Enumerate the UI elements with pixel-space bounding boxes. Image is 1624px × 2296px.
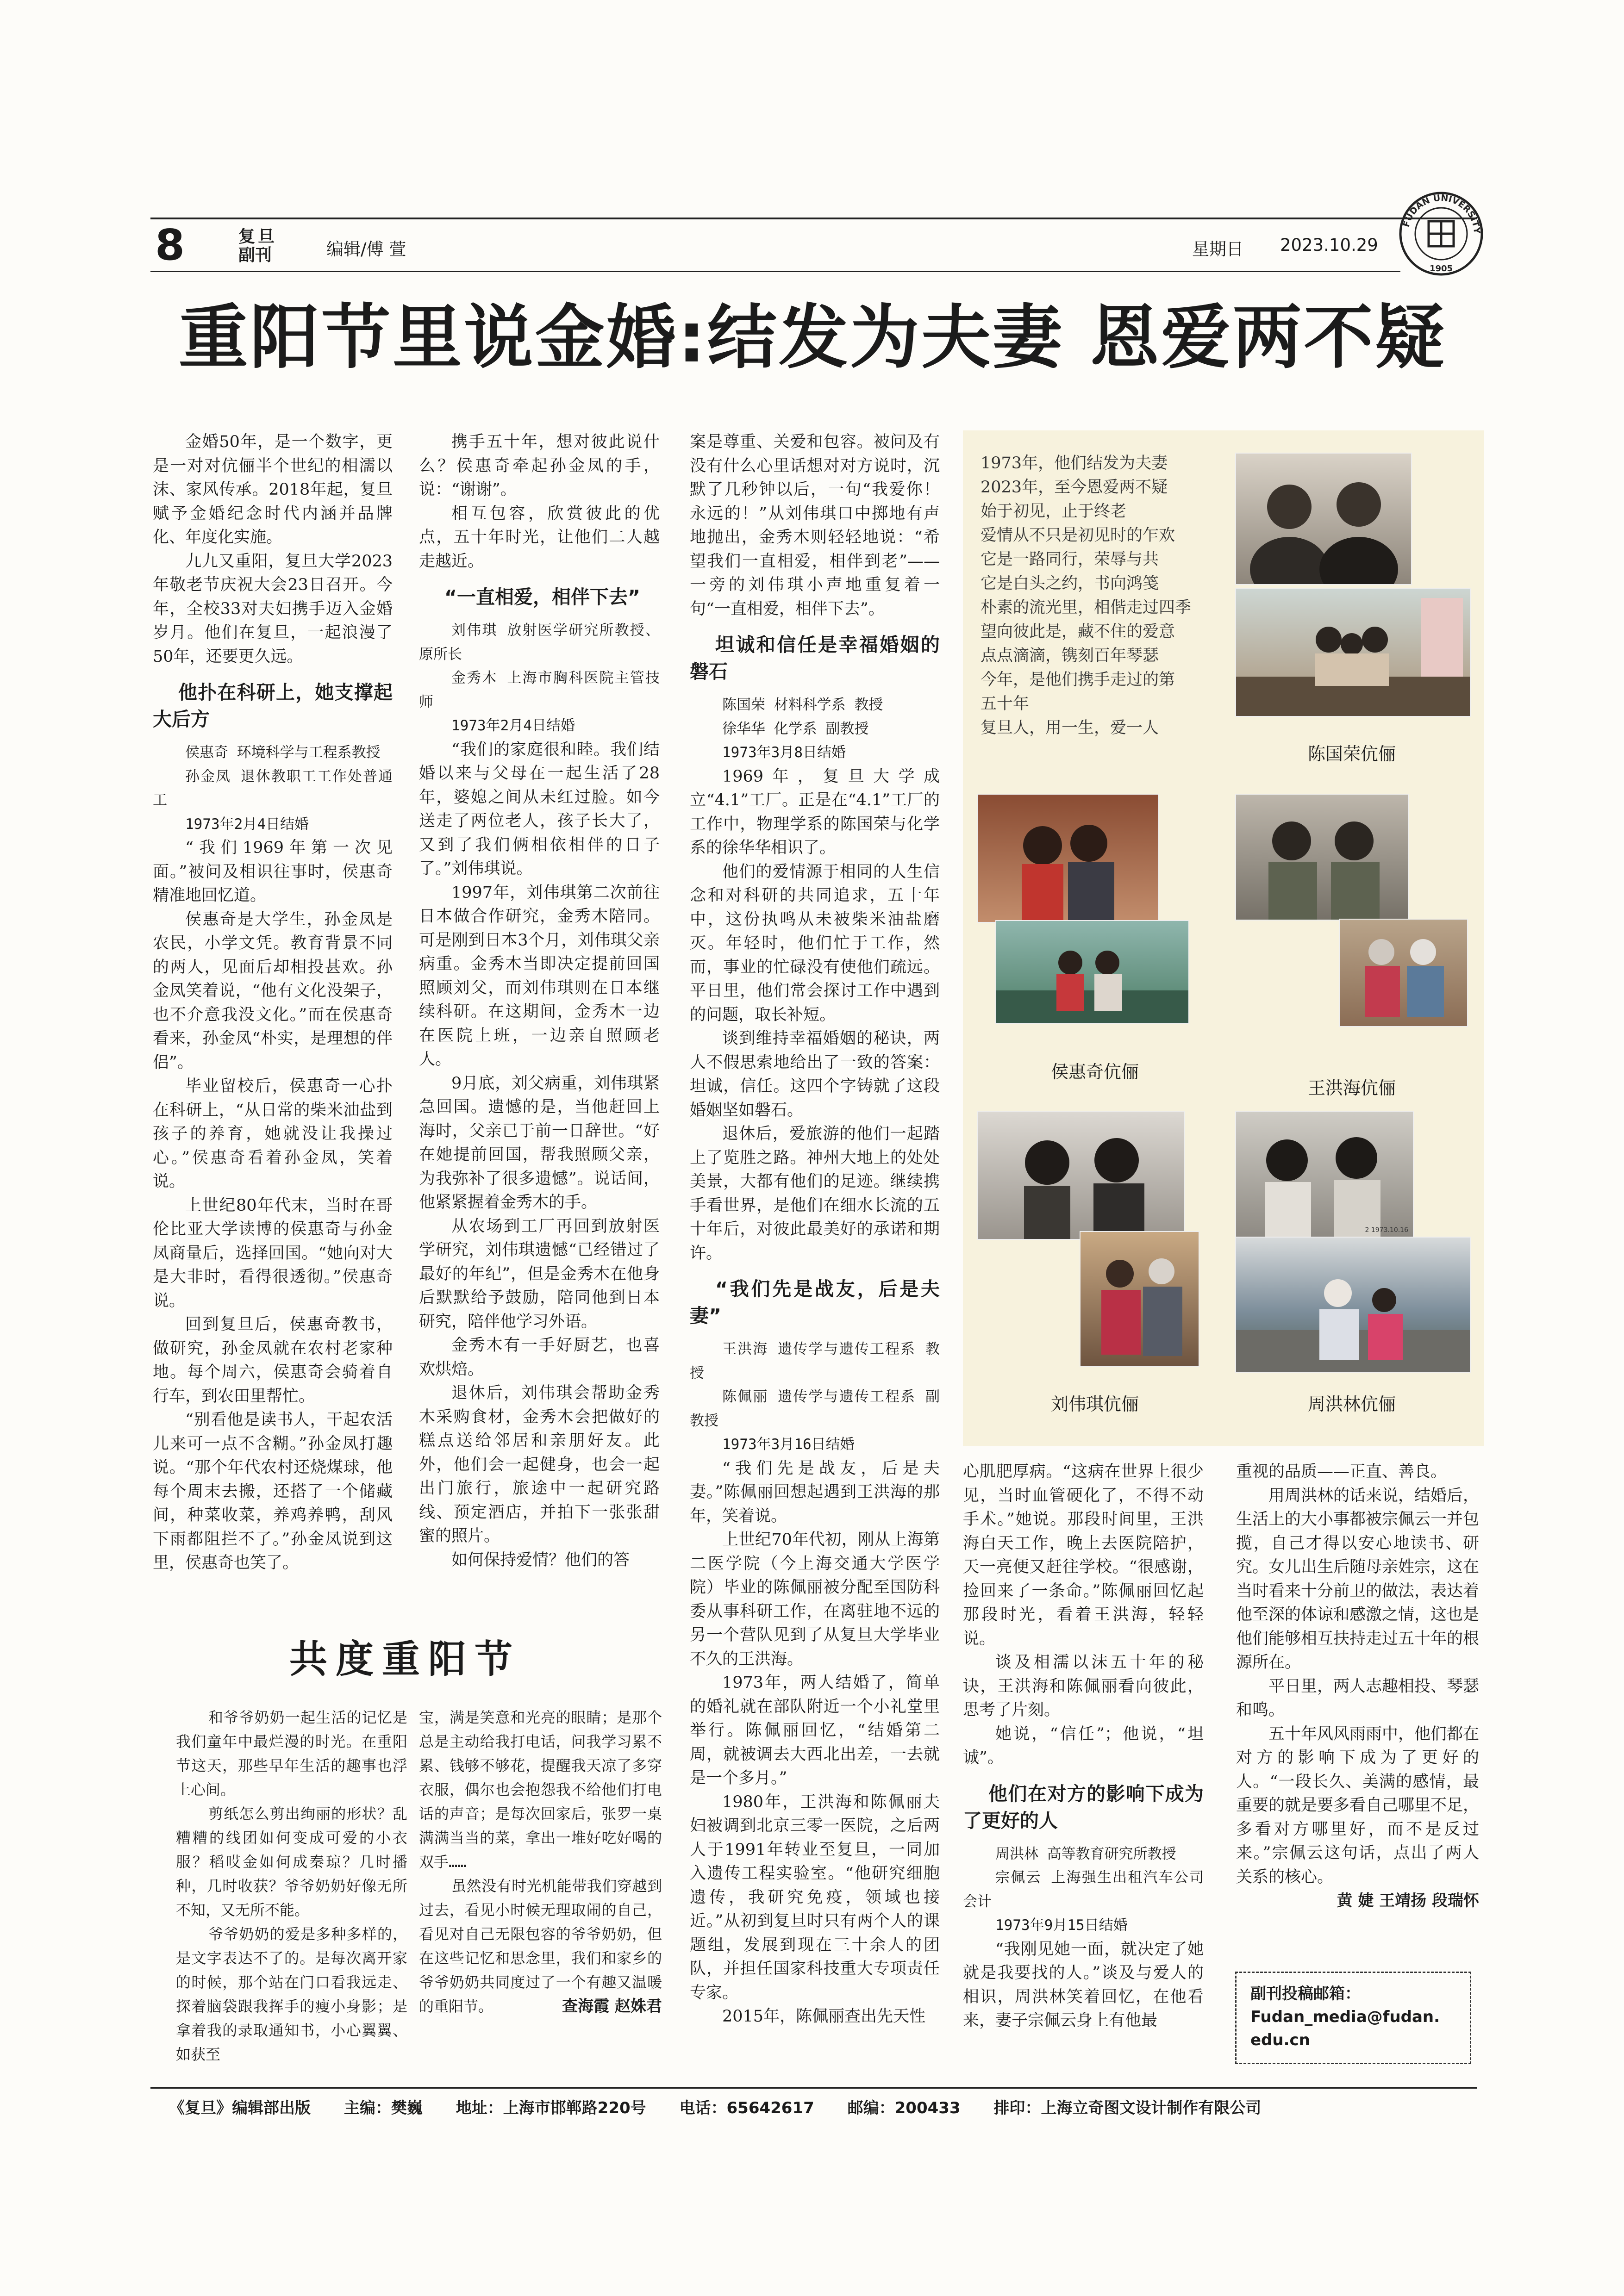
footer-address: 地址：上海市邯郸路220号 bbox=[456, 2099, 646, 2117]
paragraph: 侯惠奇是大学生，孙金凤是农民，小学文凭。教育背景不同的两人，见面后却相投甚欢。孙金凤笑着说，“他有文化没架子，也不介意我没文化。”而在侯惠奇看来，孙金凤“朴实，是理想的伴侣”。 bbox=[153, 910, 393, 1072]
paragraph: “我们先是战友，后是夫妻。”陈佩丽回想起遇到王洪海的那年，笑着说。 bbox=[690, 1459, 940, 1525]
footer-typesetting: 排印：上海立奇图文设计制作有限公司 bbox=[993, 2099, 1262, 2117]
byline: 孙金凤 退休教职工工作处普通工 bbox=[153, 768, 393, 809]
paragraph: 用周洪林的话来说，结婚后，生活上的大小事都被宗佩云一并包揽，自己才得以安心地读书、研究。女儿出生后随母亲姓宗，这在当时看来十分前卫的做法，表达着他至深的体谅和感激之情，这也是他们能够相互扶持走过五十年的根源所在。 bbox=[1236, 1486, 1480, 1672]
weekday: 星期日 bbox=[1192, 239, 1243, 259]
paragraph: 1969年，复旦大学成立“4.1”工厂。正是在“4.1”工厂的工作中，物理学系的陈国荣与化学系的徐华华相识了。 bbox=[690, 767, 940, 857]
paragraph: 携手五十年，想对彼此说什么？侯惠奇牵起孙金凤的手，说：“谢谢”。 bbox=[419, 433, 660, 499]
liu-couple-old-photo bbox=[977, 1111, 1185, 1240]
photo-caption: 周洪林伉俪 bbox=[1307, 1394, 1396, 1414]
paragraph: “我们的家庭很和睦。我们结婚以来与父母在一起生活了28年，婆媳之间从未红过脸。如今送走了两位老人，孩子长大了，又到了我们俩相依相伴的日子了。”刘伟琪说。 bbox=[419, 740, 660, 878]
wang-couple-old-photo bbox=[1235, 794, 1409, 921]
byline: 周洪林 高等教育研究所教授 bbox=[995, 1845, 1176, 1862]
submission-email[interactable]: Fudan_media@fudan. bbox=[1250, 2008, 1440, 2026]
poem-line: 它是白头之约，书向鸿笺 bbox=[981, 574, 1159, 593]
zhou-couple-old-photo bbox=[1235, 1111, 1414, 1238]
paragraph: 和爷爷奶奶一起生活的记忆是我们童年中最烂漫的时光。在重阳节这天，那些早年生活的趣事也浮上心间。 bbox=[176, 1709, 407, 1798]
poem-line: 爱情从不只是初见时的乍欢 bbox=[981, 526, 1175, 545]
masthead-top: 复旦 bbox=[238, 227, 278, 246]
paragraph: “我刚见她一面，就决定了她就是我要找的人。”谈及与爱人的相识，周洪林笑着回忆，在他看来，妻子宗佩云身上有他最 bbox=[963, 1940, 1204, 2030]
logo-ring-text: FUDAN UNIVERSITY bbox=[1401, 193, 1482, 234]
footer-rule bbox=[150, 2087, 1477, 2089]
article-column-1 bbox=[153, 430, 393, 1575]
paragraph: 如何保持爱情？他们的答 bbox=[451, 1550, 630, 1569]
paragraph: 重视的品质——正直、善良。 bbox=[1236, 1462, 1447, 1481]
byline: 金秀木 上海市胸科医院主管技师 bbox=[419, 670, 660, 710]
paragraph: 相互包容，欣赏彼此的优点，五十年时光，让他们二人越走越近。 bbox=[419, 504, 660, 571]
chen-couple-family-photo bbox=[1235, 588, 1471, 717]
zhou-couple-lake-photo bbox=[1235, 1237, 1471, 1373]
article-column-2 bbox=[419, 430, 660, 1572]
section-heading: “我们先是战友，后是夫妻” bbox=[690, 1278, 940, 1327]
paragraph: 金秀木有一手好厨艺，也喜欢烘焙。 bbox=[419, 1336, 660, 1379]
paragraph: 2015年，陈佩丽查出先天性 bbox=[722, 2007, 926, 2026]
paragraph: 1973年，两人结婚了，简单的婚礼就在部队附近一个小礼堂里举行。陈佩丽回忆，“结婚第二周，就被调去大西北出差，一去就是一个多月。” bbox=[690, 1674, 940, 1787]
paragraph: 毕业留校后，侯惠奇一心扑在科研上，“从日常的柴米油盐到孩子的养育，她就没让我操过心。”侯惠奇看着孙金凤，笑着说。 bbox=[153, 1077, 393, 1191]
liu-couple-recent-photo bbox=[1080, 1231, 1199, 1367]
wedding-date: 1973年2月4日结婚 bbox=[185, 815, 309, 833]
headline: 重阳节里说金婚:结发为夫妻 恩爱两不疑 bbox=[178, 298, 1447, 378]
section-heading: 他扑在科研上，她支撑起大后方 bbox=[153, 681, 393, 730]
wang-couple-recent-photo bbox=[1339, 919, 1468, 1027]
footer-chief-editor: 主编：樊巍 bbox=[344, 2099, 423, 2117]
article-column-4 bbox=[963, 1460, 1204, 2033]
commemorative-poem bbox=[981, 451, 1240, 740]
paragraph: “别看他是读书人，干起农活儿来可一点不含糊。”孙金凤打趣说。“那个年代农村还烧煤球，他每个周末去搬，还搭了一个储藏间，种菜收菜，养鸡养鸭，刮风下雨都阻拦不了。”孙金凤说到这里，侯惠奇也笑了。 bbox=[153, 1411, 393, 1572]
masthead bbox=[238, 228, 277, 265]
poem-line: 始于初见，止于终老 bbox=[981, 502, 1127, 521]
paragraph: “我们1969年第一次见面。”被问及相识往事时，侯惠奇精准地回忆道。 bbox=[153, 839, 393, 905]
poem-line: 它是一路同行，荣辱与共 bbox=[981, 550, 1159, 569]
wedding-date: 1973年3月16日结婚 bbox=[722, 1436, 855, 1453]
paragraph: 谈到维持幸福婚姻的秘诀，两人不假思索地给出了一致的答案：坦诚，信任。这四个字铸就了这段婚姻坚如磐石。 bbox=[690, 1029, 940, 1120]
paragraph: 退休后，爱旅游的他们一起踏上了览胜之路。神州大地上的处处美景，大都有他们的足迹。继续携手看世界，是他们在细水长流的五十年后，对彼此最美好的承诺和期许。 bbox=[690, 1125, 940, 1263]
byline: 陈佩丽 遗传学与遗传工程系 副教授 bbox=[690, 1388, 940, 1429]
poem-line: 复旦人，用一生，爱一人 bbox=[981, 719, 1159, 737]
paragraph: 上世纪70年代初，刚从上海第二医学院（今上海交通大学医学院）毕业的陈佩丽被分配至国防科委从事科研工作，在离驻地不远的另一个营队见到了从复旦大学毕业不久的王洪海。 bbox=[690, 1531, 940, 1668]
paragraph: 9月底，刘父病重，刘伟琪紧急回国。遗憾的是，当他赶回上海时，父亲已于前一日辞世。“好在她提前回国，帮我照顾父亲，为我弥补了很多遗憾”。说话间，他紧紧握着金秀木的手。 bbox=[419, 1074, 660, 1212]
article-column-5 bbox=[1236, 1460, 1479, 1913]
essay-column-2 bbox=[419, 1705, 662, 2018]
poem-line: 五十年 bbox=[981, 695, 1030, 713]
poem-line: 今年，是他们携手走过的第 bbox=[981, 671, 1175, 689]
photo-caption: 王洪海伉俪 bbox=[1307, 1078, 1396, 1098]
section-heading: 坦诚和信任是幸福婚姻的磐石 bbox=[690, 634, 940, 683]
wedding-date: 1973年3月8日结婚 bbox=[722, 744, 846, 761]
submission-label: 副刊投稿邮箱： bbox=[1250, 1985, 1361, 2003]
submission-email-suffix[interactable]: edu.cn bbox=[1250, 2031, 1310, 2049]
poem-line: 望向彼此是，藏不住的爱意 bbox=[981, 622, 1175, 641]
submission-box bbox=[1235, 1972, 1471, 2064]
article-column-3 bbox=[690, 430, 940, 2029]
poem-line: 2023年，至今恩爱两不疑 bbox=[981, 478, 1168, 497]
footer-postcode: 邮编：200433 bbox=[847, 2099, 961, 2117]
page-number: 8 bbox=[155, 220, 185, 270]
paragraph: 1997年，刘伟琪第二次前往日本做合作研究，金秀木陪同。可是刚到日本3个月，刘伟琪父亲病重。金秀木当即决定提前回国照顾刘父，而刘伟琪则在日本继续科研。在这期间，金秀木一边在医院上班，一边亲自照顾老人。 bbox=[419, 883, 660, 1069]
byline: 侯惠奇 环境科学与工程系教授 bbox=[185, 744, 381, 761]
footer bbox=[169, 2097, 1465, 2120]
photo-caption: 陈国荣伉俪 bbox=[1307, 744, 1396, 764]
paragraph: 九九又重阳，复旦大学2023年敬老节庆祝大会23日召开。今年，全校33对夫妇携手迈入金婚岁月。他们在复旦，一起浪漫了50年，还要更久远。 bbox=[153, 552, 393, 666]
paragraph: 五十年风风雨雨中，他们都在对方的影响下成为了更好的人。“一段长久、美满的感情，最重要的就是要多看自己哪里不足，多看对方哪里好，而不是反过来。”宗佩云这句话，点出了两人关系的核心。 bbox=[1236, 1724, 1480, 1886]
paragraph: 金婚50年，是一个数字，更是一对对伉俪半个世纪的相濡以沫、家风传承。2018年起，复旦赋予金婚纪念时代内涵并品牌化、年度化实施。 bbox=[153, 433, 393, 547]
header-rule-bottom bbox=[150, 271, 1400, 272]
section-heading: “一直相爱，相伴下去” bbox=[444, 586, 640, 608]
paragraph: 从农场到工厂再回到放射医学研究，刘伟琪遗憾“已经错过了最好的年纪”，但是金秀木在他身后默默给予鼓励，陪同他到日本研究，陪伴他学习外语。 bbox=[419, 1217, 660, 1331]
header-rule-top bbox=[150, 218, 1477, 219]
paragraph: 宝，满是笑意和光亮的眼睛；是那个总是主动给我打电话，问我学习累不累、钱够不够花，提醒我天凉了多穿衣服，偶尔也会抱怨我不给他们打电话的声音；是每次回家后，张罗一桌满满当当的菜，拿出一堆好吃好喝的双手…… bbox=[419, 1709, 662, 1871]
footer-phone: 电话：65642617 bbox=[679, 2099, 814, 2117]
wedding-date: 1973年2月4日结婚 bbox=[451, 717, 575, 734]
footer-publisher: 《复旦》编辑部出版 bbox=[169, 2099, 311, 2117]
photo-date-stamp: 2 1973.10.16 bbox=[1365, 1226, 1408, 1234]
logo-year: 1905 bbox=[1429, 264, 1453, 274]
section-heading: 他们在对方的影响下成为了更好的人 bbox=[963, 1782, 1204, 1832]
paragraph: 剪纸怎么剪出绚丽的形状？乱糟糟的线团如何变成可爱的小衣服？稻哎金如何成秦琼？几时播种，几时收获？爷爷奶奶好像无所不知，又无所不能。 bbox=[176, 1805, 407, 1919]
paragraph: 他们的爱情源于相同的人生信念和对科研的共同追求，五十年中，这份执鸣从未被柴米油盐磨灭。年轻时，他们忙于工作，然而，事业的忙碌没有使他们疏远。平日里，他们常会探讨工作中遇到的问题，取长补短。 bbox=[690, 862, 940, 1024]
paragraph: 虽然没有时光机能带我们穿越到过去，看见小时候无理取闹的自己，看见对自己无限包容的爷爷奶奶，但在这些记忆和思念里，我们和家乡的爷爷奶奶共同度过了一个有趣又温暖的重阳节。 bbox=[419, 1877, 662, 2015]
paragraph: 上世纪80年代末，当时在哥伦比亚大学读博的侯惠奇与孙金凤商量后，选择回国。“她向对大是大非时，看得很透彻。”侯惠奇说。 bbox=[153, 1196, 393, 1310]
byline: 刘伟琪 放射医学研究所教授、原所长 bbox=[419, 622, 660, 663]
paragraph: 回到复旦后，侯惠奇教书，做研究，孙金凤就在农村老家种地。每个周六，侯惠奇会骑着自行车，到农田里帮忙。 bbox=[153, 1315, 393, 1406]
editor-credit: 编辑/傅 萱 bbox=[326, 239, 406, 259]
byline: 陈国荣 材料科学系 教授 bbox=[722, 697, 883, 713]
paragraph: 案是尊重、关爱和包容。被问及有没有什么心里话想对对方说时，沉默了几秒钟以后，一句“我爱你！永远的！”从刘伟琪口中掷地有声地抛出，金秀木则轻轻地说：“希望我们一直相爱，相伴到老”——一旁的刘伟琪小声地重复着一句“一直相爱，相伴下去”。 bbox=[690, 433, 940, 618]
byline: 宗佩云 上海强生出租汽车公司 会计 bbox=[963, 1869, 1204, 1910]
byline: 王洪海 遗传学与遗传工程系 教授 bbox=[690, 1341, 940, 1381]
poem-line: 朴素的流光里，相偕走过四季 bbox=[981, 598, 1192, 617]
hou-couple-travel-photo bbox=[995, 920, 1189, 1024]
essay-title: 共度重阳节 bbox=[289, 1637, 521, 1681]
article-signature: 黄 婕 王靖扬 段瑞怀 bbox=[1337, 1892, 1479, 1910]
poem-line: 1973年，他们结发为夫妻 bbox=[981, 454, 1168, 473]
essay-column-1 bbox=[176, 1705, 407, 2066]
essay-signature: 查海霞 赵姝君 bbox=[562, 1997, 662, 2016]
paragraph: 爷爷奶奶的爱是多种多样的，是文字表达不了的。是每次离开家的时候，那个站在门口看我远走、探着脑袋跟我挥手的瘦小身影；是拿着我的录取通知书，小心翼翼、如获至 bbox=[176, 1925, 407, 2063]
hou-couple-old-photo bbox=[977, 794, 1159, 923]
fudan-logo-icon bbox=[1397, 190, 1485, 278]
byline: 徐华华 化学系 副教授 bbox=[722, 720, 869, 737]
paragraph: 心肌肥厚病。“这病在世界上很少见，当时血管硬化了，不得不动手术。”她说。那段时间里，王洪海白天工作，晚上去医院陪护，天一亮便又赶往学校。“很感谢，捡回来了一条命。”陈佩丽回忆起那段时光，看着王洪海，轻轻说。 bbox=[963, 1462, 1204, 1648]
masthead-bottom: 副刊 bbox=[238, 246, 272, 265]
issue-date: 2023.10.29 bbox=[1280, 235, 1378, 255]
paragraph: 平日里，两人志趣相投、琴瑟和鸣。 bbox=[1236, 1677, 1480, 1719]
poem-line: 点点滴滴，镌刻百年琴瑟 bbox=[981, 647, 1159, 665]
paragraph: 退休后，刘伟琪会帮助金秀木采购食材，金秀木会把做好的糕点送给邻居和亲朋好友。此外，他们会一起健身，也会一起出门旅行，旅途中一起研究路线、预定酒店，并拍下一张张甜蜜的照片。 bbox=[419, 1384, 660, 1545]
wedding-date: 1973年9月15日结婚 bbox=[995, 1917, 1128, 1934]
paragraph: 谈及相濡以沫五十年的秘诀，王洪海和陈佩丽看向彼此，思考了片刻。 bbox=[963, 1653, 1204, 1719]
paragraph: 1980年，王洪海和陈佩丽夫妇被调到北京三零一医院，之后两人于1991年转业至复旦，一同加入遗传工程实验室。“他研究细胞遗传，我研究免疫，领域也接近。”从初到复旦时只有两个人的课题组，发展到现在三十余人的团队，并担任国家科技重大专项责任专家。 bbox=[690, 1792, 940, 2002]
photo-caption: 侯惠奇伉俪 bbox=[1050, 1062, 1139, 1082]
paragraph: 她说，“信任”；他说，“坦诚”。 bbox=[963, 1724, 1204, 1767]
photo-caption: 刘伟琪伉俪 bbox=[1050, 1394, 1139, 1414]
chen-couple-old-photo bbox=[1235, 453, 1412, 585]
